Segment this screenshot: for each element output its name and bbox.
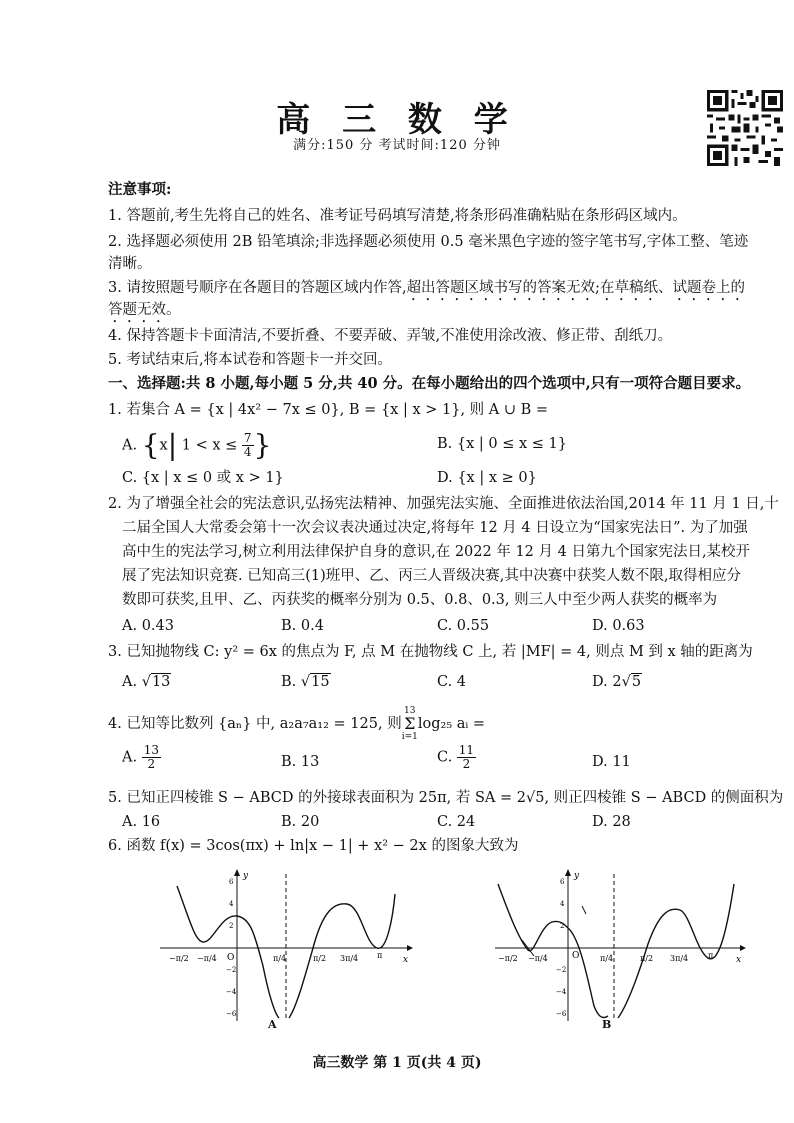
x-axis-label: x — [403, 955, 409, 965]
page-title: 高 三 数 学 — [276, 100, 518, 140]
question-2-stem: 数即可获奖,且甲、乙、丙获奖的概率分别为 0.5、0.8、0.3, 则三人中至少两人获奖的概率为 — [122, 592, 718, 608]
page-footer: 高三数学 第 1 页(共 4 页) — [312, 1055, 482, 1071]
q3-option-c: C. 4 — [437, 674, 467, 690]
q2-option-b: B. 0.4 — [281, 618, 324, 634]
qr-code-icon — [707, 90, 783, 166]
q1-option-d: D. {x | x ≥ 0} — [437, 470, 537, 486]
tick-three-quarter-pi: 3π/4 — [670, 954, 689, 963]
question-2-stem: 高中生的宪法学习,树立利用法律保护自身的意识,在 2022 年 12 月 4 日第九个国家宪法日,某校开 — [122, 544, 751, 560]
graph-a-label: A — [268, 1018, 277, 1031]
tick-yneg6: −6 — [556, 1010, 567, 1018]
y-axis-label: y — [243, 871, 249, 881]
question-4-stem: 4. 已知等比数列 {aₙ} 中, a₂a₇a₁₂ = 125, 则13 Σ i=1log₂₅ aᵢ = — [108, 706, 486, 742]
q5-option-d: D. 28 — [592, 814, 631, 830]
q5-option-c: C. 24 — [437, 814, 476, 830]
tick-neg-half-pi: −π/2 — [169, 954, 189, 963]
tick-y4: 4 — [560, 900, 565, 908]
tick-yneg4: −4 — [226, 988, 237, 996]
note-text: 3. 请按照题号顺序在各题目的答题区域内作答, — [108, 280, 407, 296]
graph-a — [155, 866, 415, 1026]
tick-quarter-pi: π/4 — [273, 954, 287, 963]
note-item — [108, 278, 745, 304]
question-3-stem: 3. 已知抛物线 C: y² = 6x 的焦点为 F, 点 M 在抛物线 C 上, 若 |MF| = 4, 则点 M 到 x 轴的距离为 — [108, 644, 753, 660]
tick-y2: 2 — [229, 922, 234, 930]
tick-yneg6: −6 — [226, 1010, 237, 1018]
summation: 13 Σ i=1 — [401, 706, 418, 742]
note-item: 1. 答题前,考生先将自己的姓名、准考证号码填写清楚,将条形码准确粘贴在条形码区域内。 — [108, 208, 687, 224]
q3-option-b: B. √15 — [281, 674, 330, 690]
notes-heading: 注意事项: — [108, 181, 172, 198]
origin-label: O — [227, 953, 235, 963]
note-item: 2. 选择题必须使用 2B 铅笔填涂;非选择题必须使用 0.5 毫米黑色字迹的签字笔书写,字体工整、笔迹 — [108, 234, 749, 250]
set-variable: x — [159, 437, 168, 454]
q2-option-d: D. 0.63 — [592, 618, 645, 634]
q4-option-a: A. $\frac{13}{2}$ — [122, 743, 159, 771]
tick-y6: 6 — [560, 878, 565, 886]
question-6-stem: 6. 函数 f(x) = 3cos(πx) + ln|x − 1| + x² − 2x 的图象大致为 — [108, 838, 519, 854]
origin-label: O — [572, 951, 580, 961]
set-condition: 1 < x ≤ — [181, 437, 238, 454]
q1-option-c: C. {x | x ≤ 0 或 x > 1} — [122, 470, 284, 486]
question-2-stem: 2. 为了增强全社会的宪法意识,弘扬宪法精神、加强宪法实施、全面推进依法治国,2014 年 11 月 1 日,十 — [108, 496, 779, 512]
q2-option-a: A. 0.43 — [122, 618, 174, 634]
question-2-stem: 二届全国人大常委会第十一次会议表决通过决定,将每年 12 月 4 日设立为“国家宪法日”. 为了加强 — [122, 520, 748, 536]
q3-option-d: D. 2√5 — [592, 674, 642, 690]
graph-b — [490, 866, 750, 1026]
tick-y6: 6 — [229, 878, 234, 886]
tick-half-pi: π/2 — [640, 954, 654, 963]
tick-y4: 4 — [229, 900, 234, 908]
tick-neg-quarter-pi: −π/4 — [197, 954, 217, 963]
y-axis-label: y — [574, 871, 580, 881]
graph-b-label: B — [602, 1018, 612, 1031]
q4-option-c: C. $\frac{11}{2}$ — [437, 743, 475, 771]
note-item: 5. 考试结束后,将本试卷和答题卡一并交回。 — [108, 352, 393, 368]
tick-neg-half-pi: −π/2 — [498, 954, 518, 963]
q2-option-c: C. 0.55 — [437, 618, 490, 634]
q3-option-a: A. √13 — [122, 674, 171, 690]
note-emphasis: 超出答题区域书写的答案无效;在草稿纸、试题卷上的 — [406, 280, 745, 296]
tick-y2: 2 — [560, 922, 565, 930]
tick-yneg2: −2 — [556, 966, 567, 974]
q1-option-a: A. {x| 1 < x ≤ $\frac{7}{4}$ } — [122, 428, 272, 462]
q5-option-a: A. 16 — [122, 814, 161, 830]
q1-option-b: B. {x | 0 ≤ x ≤ 1} — [437, 436, 567, 452]
tick-pi: π — [377, 951, 383, 960]
tick-yneg4: −4 — [556, 988, 567, 996]
q5-option-b: B. 20 — [281, 814, 320, 830]
x-axis-label: x — [736, 955, 742, 965]
tick-three-quarter-pi: 3π/4 — [340, 954, 359, 963]
q4-option-b: B. 13 — [281, 754, 320, 770]
tick-pi: π — [708, 951, 714, 960]
question-2-stem: 展了宪法知识竞赛. 已知高三(1)班甲、乙、丙三人晋级决赛,其中决赛中获奖人数不限,取得相应分 — [122, 568, 741, 584]
tick-yneg2: −2 — [226, 966, 237, 974]
q4-option-d: D. 11 — [592, 754, 631, 770]
section-heading: 一、选择题:共 8 小题,每小题 5 分,共 40 分。在每小题给出的四个选项中,只有一项符合题目要求。 — [108, 375, 751, 392]
tick-quarter-pi: π/4 — [600, 954, 614, 963]
option-label: A. — [122, 437, 142, 454]
note-item: 清晰。 — [108, 256, 152, 272]
note-item: 答题无效。 — [108, 302, 181, 318]
question-1-stem: 1. 若集合 A = {x | 4x² − 7x ≤ 0}, B = {x | x > 1}, 则 A ∪ B = — [108, 402, 549, 418]
question-5-stem: 5. 已知正四棱锥 S − ABCD 的外接球表面积为 25π, 若 SA = 2√5, 则正四棱锥 S − ABCD 的侧面积为 — [108, 790, 784, 806]
tick-half-pi: π/2 — [313, 954, 327, 963]
fraction: $\frac{7}{4}$ — [243, 431, 252, 459]
tick-neg-quarter-pi: −π/4 — [528, 954, 548, 963]
note-item: 4. 保持答题卡卡面清洁,不要折叠、不要弄破、弄皱,不准使用涂改液、修正带、刮纸刀。 — [108, 328, 673, 344]
exam-info: 满分:150 分 考试时间:120 分钟 — [293, 138, 501, 153]
